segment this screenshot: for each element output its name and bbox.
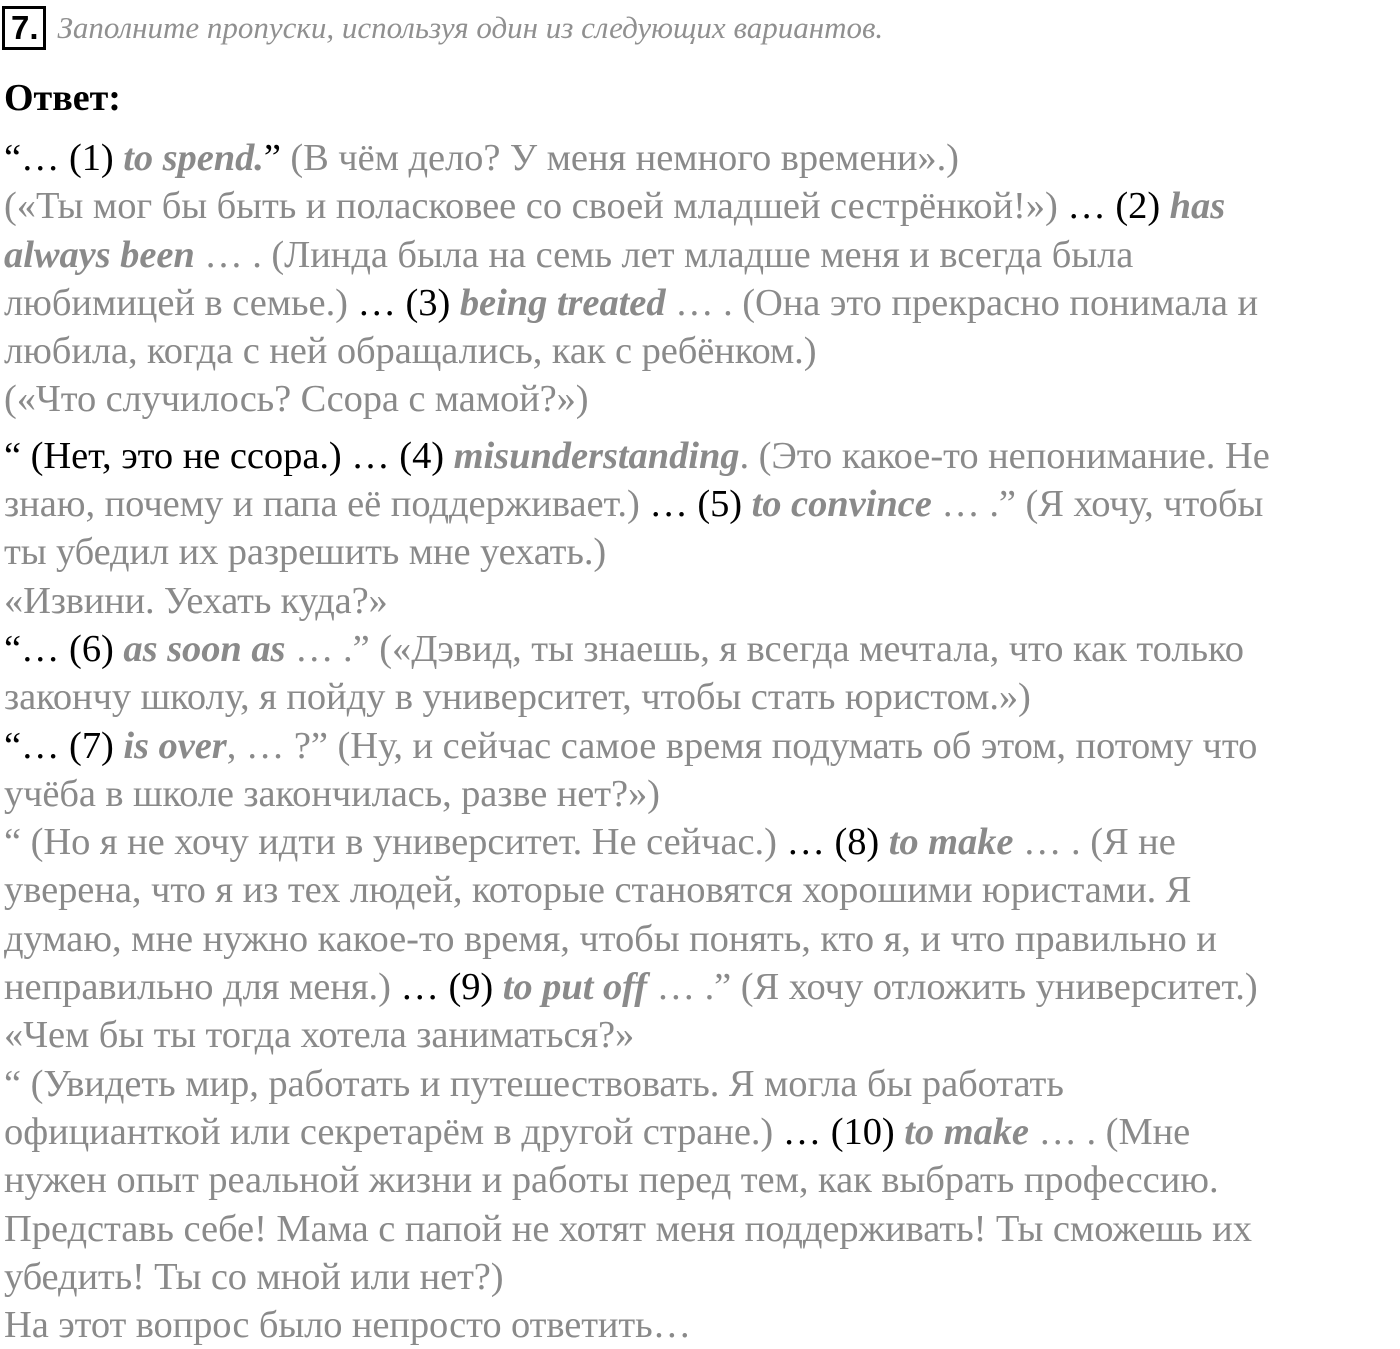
text-segment: … (2): [1067, 185, 1170, 228]
text-segment: … . (Я не: [1013, 821, 1176, 864]
text-segment: … (8): [786, 821, 889, 864]
answer-phrase: to make: [888, 821, 1014, 864]
text-segment: любимицей в семье.): [4, 281, 358, 324]
text-segment: … .” (Я хочу отложить университет.): [647, 966, 1258, 1009]
text-segment: «Извини. Уехать куда?»: [4, 579, 388, 622]
text-segment: … .” («Дэвид, ты знаешь, я всегда мечтала, что как только: [285, 627, 1244, 670]
answer-phrase: to make: [904, 1110, 1029, 1153]
text-line: [4, 432, 1400, 480]
answer-phrase: misunderstanding: [453, 434, 740, 477]
text-segment: («Что случилось? Ссора с мамой?»): [4, 378, 589, 421]
text-line: [4, 577, 1400, 625]
text-segment: знаю, почему и папа её поддерживает.): [4, 483, 650, 526]
answer-phrase: to convince: [751, 483, 932, 526]
answer-phrase: to put off: [502, 966, 647, 1009]
text-line: [4, 134, 1400, 182]
text-line: [4, 528, 1400, 576]
text-segment: “… (6): [4, 627, 124, 670]
text-segment: неправильно для меня.): [4, 966, 401, 1009]
text-segment: “… (7): [4, 724, 124, 767]
text-segment: Представь себе! Мама с папой не хотят меня поддерживать! Ты сможешь их: [4, 1207, 1252, 1250]
text-segment: убедить! Ты со мной или нет?): [4, 1255, 504, 1298]
text-line: [4, 1301, 1400, 1349]
answer-text: [4, 134, 1400, 1349]
text-line: [4, 1253, 1400, 1301]
text-segment: “ (Увидеть мир, работать и путешествовать. Я могла бы работать: [4, 1062, 1064, 1105]
text-segment: учёба в школе закончилась, разве нет?»): [4, 772, 660, 815]
text-segment: уверена, что я из тех людей, которые становятся хорошими юристами. Я: [4, 869, 1192, 912]
text-segment: … . (Линда была на семь лет младше меня и всегда была: [194, 233, 1134, 276]
text-line: [4, 1060, 1400, 1108]
text-line: [4, 279, 1400, 327]
exercise-instruction: Заполните пропуски, используя один из следующих вариантов.: [57, 10, 884, 45]
text-segment: (В чём дело? У меня немного времени».): [290, 137, 959, 179]
text-line: [4, 625, 1400, 673]
text-line: [4, 1108, 1400, 1156]
text-line: [4, 722, 1400, 770]
answer-phrase: as soon as: [123, 627, 286, 670]
text-segment: … (3): [357, 281, 460, 324]
text-segment: нужен опыт реальной жизни и работы перед тем, как выбрать профессию.: [4, 1159, 1219, 1202]
text-line: [4, 673, 1400, 721]
text-line: [4, 327, 1400, 375]
text-segment: «Чем бы ты тогда хотела заниматься?»: [4, 1014, 635, 1057]
answer-phrase: has: [1169, 185, 1226, 228]
text-segment: … . (Мне: [1028, 1110, 1191, 1153]
text-segment: “ (Нет, это не ссора.) … (4): [4, 434, 454, 477]
text-line: [4, 1205, 1400, 1253]
text-line: [4, 231, 1400, 279]
text-segment: “… (1): [4, 137, 124, 179]
answer-label: Ответ:: [4, 77, 121, 119]
text-segment: официанткой или секретарём в другой стране.): [4, 1110, 783, 1153]
text-segment: … .” (Я хочу, чтобы: [931, 483, 1264, 526]
text-segment: … (5): [649, 483, 752, 526]
answer-phrase: being treated: [459, 281, 666, 324]
answer-phrase: always been: [4, 233, 195, 276]
text-segment: … (10): [782, 1110, 905, 1153]
text-line: [4, 480, 1400, 528]
text-line: [4, 1011, 1400, 1059]
text-segment: … (9): [400, 966, 503, 1009]
exercise-number: 7.: [2, 6, 46, 50]
text-segment: закончу школу, я пойду в университет, чтобы стать юристом.»): [4, 676, 1031, 719]
text-segment: , … ?” (Ну, и сейчас самое время подумать об этом, потому что: [226, 724, 1258, 767]
answer-phrase: is over: [123, 724, 227, 767]
exercise-header: [2, 6, 883, 50]
text-line: [4, 1156, 1400, 1204]
text-segment: “ (Но я не хочу идти в университет. Не сейчас.): [4, 821, 787, 864]
text-line: [4, 182, 1400, 230]
text-segment: … . (Она это прекрасно понимала и: [665, 281, 1259, 324]
text-segment: . (Это какое-то непонимание. Не: [739, 434, 1270, 477]
text-line: [4, 915, 1400, 963]
text-segment: ”: [263, 137, 291, 179]
text-segment: любила, когда с ней обращались, как с ребёнком.): [4, 330, 817, 373]
text-segment: («Ты мог бы быть и поласковее со своей младшей сестрёнкой!»): [4, 185, 1068, 228]
text-line: [4, 818, 1400, 866]
text-line: [4, 963, 1400, 1011]
text-line: [4, 770, 1400, 818]
text-segment: думаю, мне нужно какое-то время, чтобы понять, кто я, и что правильно и: [4, 917, 1217, 960]
text-segment: ты убедил их разрешить мне уехать.): [4, 531, 607, 574]
text-line: [4, 866, 1400, 914]
answer-phrase: to spend.: [123, 137, 264, 179]
text-segment: На этот вопрос было непросто ответить…: [4, 1304, 691, 1347]
text-line: [4, 375, 1400, 423]
